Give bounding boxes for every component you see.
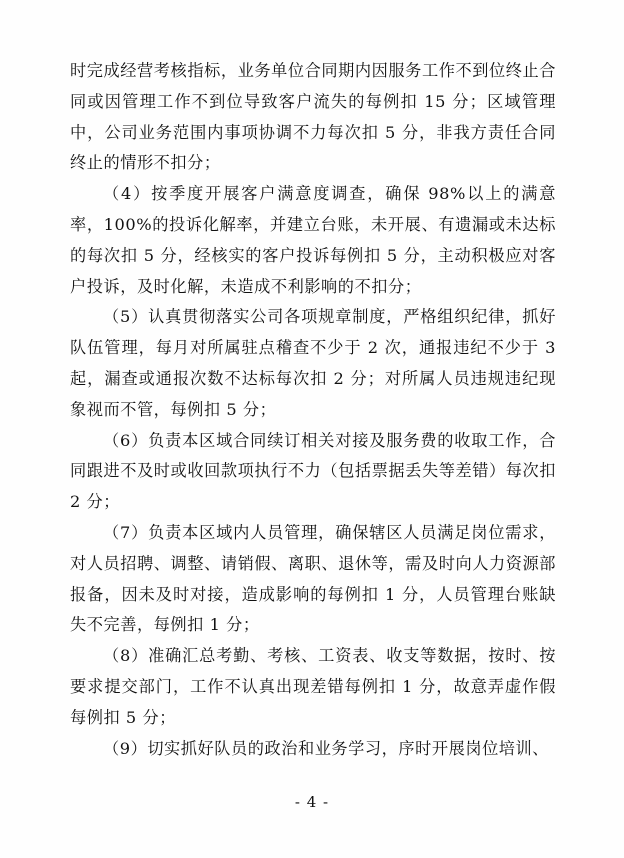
paragraph-item-4: （4）按季度开展客户满意度调查，确保 98%以上的满意率，100%的投诉化解率，并建立台账，未开展、有遗漏或未达标的每次扣 5 分，经核实的客户投诉每例扣 5 分，主动积极应对客户投诉，及时化解，未造成不利影响的不扣分；: [70, 184, 556, 296]
paragraph-item-5: （5）认真贯彻落实公司各项规章制度，严格组织纪律，抓好队伍管理，每月对所属驻点稽查不少于 2 次，通报违纪不少于 3 起，漏查或通报次数不达标每次扣 2 分；对所属人员违规违纪现象视而不管，每例扣 5 分；: [70, 307, 556, 419]
paragraph-item-7: （7）负责本区域内人员管理，确保辖区人员满足岗位需求，对人员招聘、调整、请销假、离职、退休等，需及时向人力资源部报备，因未及时对接，造成影响的每例扣 1 分，人员管理台账缺失不完善，每例扣 1 分；: [70, 522, 556, 635]
paragraph-continuation: 时完成经营考核指标，业务单位合同期内因服务工作不到位终止合同或因管理工作不到位导致客户流失的每例扣 15 分；区域管理中，公司业务范围内事项协调不力每次扣 5 分，非我方责任合同终止的情形不扣分；: [70, 61, 556, 173]
paragraph-item-6: （6）负责本区域合同续订相关对接及服务费的收取工作，合同跟进不及时或收回款项执行不力（包括票据丢失等差错）每次扣 2 分；: [70, 430, 556, 512]
document-body: [70, 56, 556, 764]
paragraph-item-9: （9）切实抓好队员的政治和业务学习，序时开展岗位培训、: [103, 738, 550, 758]
paragraph-item-8: （8）准确汇总考勤、考核、工资表、收支等数据，按时、按要求提交部门，工作不认真出现差错每例扣 1 分，故意弄虚作假每例扣 5 分；: [70, 646, 556, 727]
page-number: - 4 -: [294, 793, 330, 811]
